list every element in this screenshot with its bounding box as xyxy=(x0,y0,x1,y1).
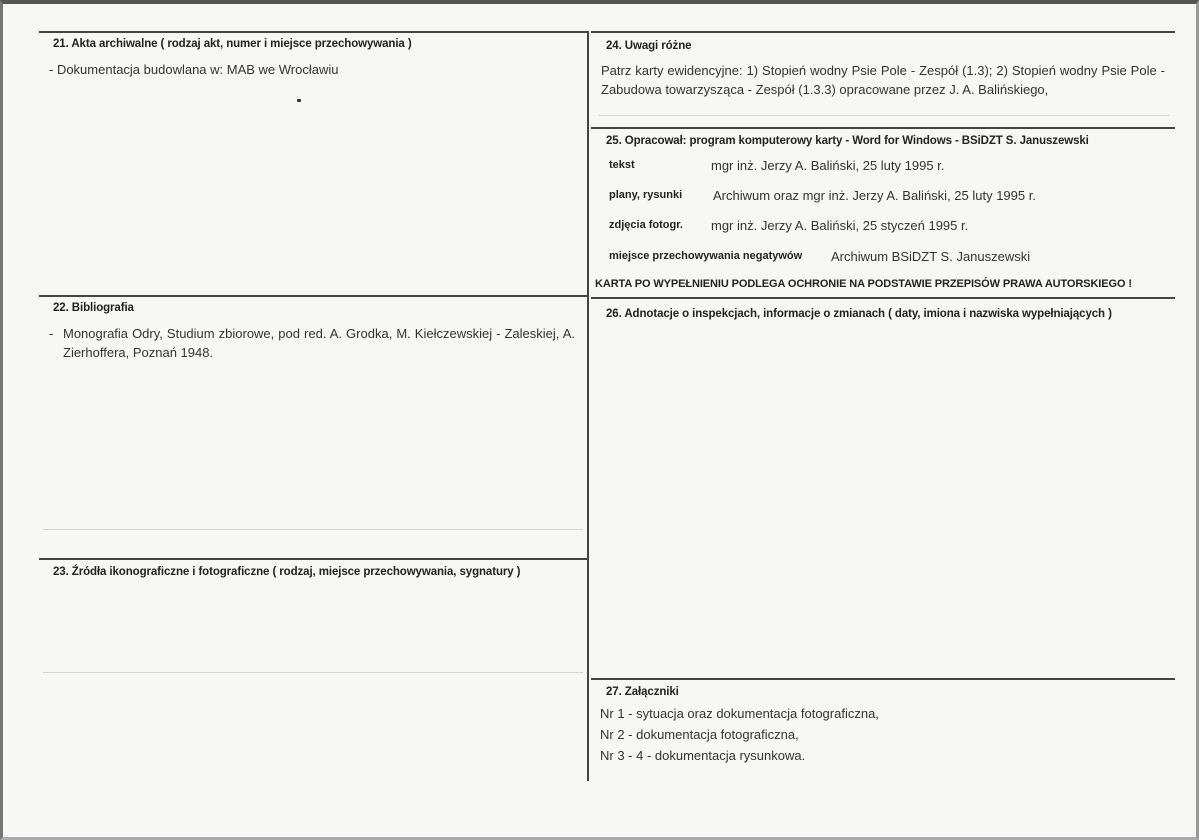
section-23-top-rule xyxy=(39,558,587,560)
attachment-item: Nr 1 - sytuacja oraz dokumentacja fotograficzna, xyxy=(600,706,879,721)
section-27-top-rule xyxy=(591,678,1175,680)
section-24-top-rule xyxy=(591,31,1175,33)
show-through-rule xyxy=(43,672,583,673)
show-through-rule xyxy=(43,529,583,530)
section-22-header: 22. Bibliografia xyxy=(53,302,134,314)
section-26-top-rule xyxy=(591,297,1175,299)
author-row-value: Archiwum oraz mgr inż. Jerzy A. Baliński, 25 luty 1995 r. xyxy=(713,188,1036,203)
show-through-rule xyxy=(599,115,1169,116)
copyright-notice: KARTA PO WYPEŁNIENIU PODLEGA OCHRONIE NA PODSTAWIE PRZEPISÓW PRAWA AUTORSKIEGO ! xyxy=(595,278,1132,290)
section-24-header: 24. Uwagi różne xyxy=(606,40,692,52)
section-25-top-rule xyxy=(591,127,1175,129)
section-22-top-rule xyxy=(39,295,587,297)
section-24-text: Patrz karty ewidencyjne: 1) Stopień wodny Psie Pole - Zespół (1.3); 2) Stopień wodny Psie Pole - Zabudowa towarzysząca - Zespół (1.3.3) opracowane przez J. A. Balińskiego, xyxy=(601,63,1165,97)
ink-speck xyxy=(297,99,301,102)
author-row-label: zdjęcia fotogr. xyxy=(609,219,683,231)
section-21-top-rule xyxy=(39,31,587,33)
section-27-header: 27. Załączniki xyxy=(606,686,679,698)
author-row-value: mgr inż. Jerzy A. Baliński, 25 luty 1995 r. xyxy=(711,158,945,173)
author-row-value: Archiwum BSiDZT S. Januszewski xyxy=(831,249,1031,264)
section-26-header: 26. Adnotacje o inspekcjach, informacje o zmianach ( daty, imiona i nazwiska wypełniających ) xyxy=(606,308,1112,320)
author-row-value: mgr inż. Jerzy A. Baliński, 25 styczeń 1995 r. xyxy=(711,218,969,233)
attachment-item: Nr 2 - dokumentacja fotograficzna, xyxy=(600,727,799,742)
column-divider xyxy=(587,31,589,781)
author-row-label: plany, rysunki xyxy=(609,189,683,201)
section-23-header: 23. Źródła ikonograficzne i fotograficzne ( rodzaj, miejsce przechowywania, sygnatury ) xyxy=(53,566,521,578)
author-row-label: miejsce przechowywania negatywów xyxy=(609,250,803,262)
section-21-header: 21. Akta archiwalne ( rodzaj akt, numer i miejsce przechowywania ) xyxy=(53,38,412,50)
section-22-item: - Monografia Odry, Studium zbiorowe, pod red. A. Grodka, M. Kiełczewskiej - Zaleskiej, A. Zierhoffera, Poznań 1948. xyxy=(49,326,575,360)
author-row-label: tekst xyxy=(609,159,635,171)
section-25-header: 25. Opracował: program komputerowy karty - Word for Windows - BSiDZT S. Januszewski xyxy=(606,135,1089,147)
attachment-item: Nr 3 - 4 - dokumentacja rysunkowa. xyxy=(600,748,806,763)
section-22-item-text: Monografia Odry, Studium zbiorowe, pod red. A. Grodka, M. Kiełczewskiej - Zaleskiej, A. Zierhoffera, Poznań 1948. xyxy=(63,326,575,360)
section-21-item: - Dokumentacja budowlana w: MAB we Wrocławiu xyxy=(49,62,339,77)
